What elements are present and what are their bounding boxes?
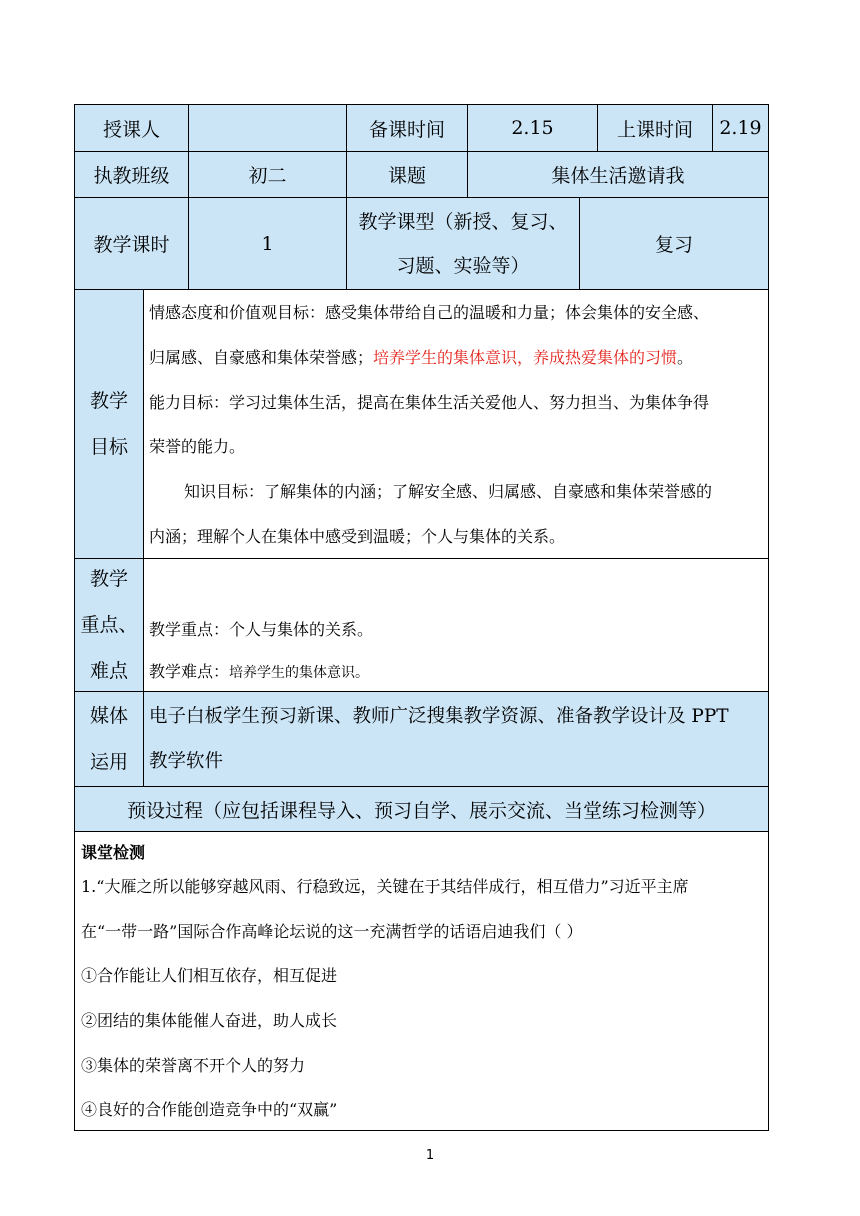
media-line1: 电子白板学生预习新课、教师广泛搜集教学资源、准备教学设计及 PPT [149,706,729,727]
keypoints-content-cell [143,558,769,692]
keypoints-label-line2: 重点、 [80,614,138,636]
keypoints-focus: 教学重点：个人与集体的关系。 [149,620,374,639]
class-label-cell [74,151,189,198]
process-content-cell [74,831,769,1131]
teacher-label: 授课人 [102,118,160,141]
media-label-cell [74,691,144,787]
type-label-cell [346,197,580,290]
process-title-cell [74,786,769,832]
objectives-line4: 荣誉的能力。 [149,437,246,456]
keypoints-difficulty-text: 培养学生的集体意识。 [229,665,370,681]
class-time-label-cell [597,104,713,152]
question1-line2: 在“一带一路”国际合作高峰论坛说的这一充满哲学的话语启迪我们（ ） [81,922,583,941]
hours-label-cell [74,197,189,290]
prep-time-value-cell [467,104,598,152]
class-time-value-cell [712,104,769,152]
hours-value: 1 [261,232,274,255]
media-label-line2: 运用 [89,751,128,773]
objectives-label-cell [74,289,144,559]
media-content-cell [143,691,769,787]
class-time-value: 2.19 [719,117,762,139]
type-value: 复习 [654,234,693,256]
teacher-label-cell [74,104,189,152]
class-value-cell [188,151,347,198]
media-line2: 教学软件 [149,751,224,772]
objectives-line1: 情感态度和价值观目标：感受集体带给自己的温暖和力量；体会集体的安全感、 [149,303,710,322]
topic-label: 课题 [387,165,426,187]
objectives-label-line1: 教学 [89,390,128,412]
keypoints-label-cell [74,558,144,692]
objectives-line2-end: 。 [677,348,694,367]
objectives-line3: 能力目标：学习过集体生活，提高在集体生活关爱他人、努力担当、为集体争得 [149,393,710,412]
objectives-line2 [149,335,693,380]
process-title: 预设过程（应包括课程导入、预习自学、展示交流、当堂练习检测等） [126,799,716,822]
keypoints-difficulty [149,649,369,696]
objectives-line5: 知识目标：了解集体的内涵；了解安全感、归属感、自豪感和集体荣誉感的 [184,482,713,501]
media-label-line1: 媒体 [89,705,128,727]
keypoints-label-line3: 难点 [89,660,128,682]
objectives-label-line2: 目标 [89,436,128,458]
hours-label: 教学课时 [93,234,170,256]
option-4: ④良好的合作能创造竞争中的“双赢” [81,1100,338,1119]
question1-line1: 1.“大雁之所以能够穿越风雨、行稳致远，关键在于其结伴成行，相互借力”习近平主席 [81,877,689,896]
keypoints-difficulty-prefix: 教学难点： [149,662,230,681]
topic-value-cell [467,151,769,198]
prep-time-value: 2.15 [511,117,554,139]
class-label: 执教班级 [93,165,170,187]
option-3: ③集体的荣誉离不开个人的努力 [81,1056,306,1075]
option-2: ②团结的集体能催人奋进，助人成长 [81,1011,338,1030]
hours-value-cell [188,197,347,290]
teacher-value-cell [188,104,347,152]
class-time-label: 上课时间 [616,118,693,141]
keypoints-label-line1: 教学 [89,568,128,590]
type-value-cell [579,197,769,290]
class-value: 初二 [248,165,287,187]
prep-time-label: 备课时间 [368,118,445,141]
section-title: 课堂检测 [81,843,146,862]
topic-value: 集体生活邀请我 [551,165,685,187]
objectives-highlight: 培养学生的集体意识，养成热爱集体的习惯 [373,348,678,367]
objectives-line6: 内涵；理解个人在集体中感受到温暖；个人与集体的关系。 [149,527,566,546]
objectives-content-cell [143,289,769,559]
type-label-line2: 习题、实验等） [396,254,530,277]
topic-label-cell [346,151,468,198]
page-number: 1 [425,1148,435,1163]
type-label-line1: 教学课型（新授、复习、 [358,210,568,233]
objectives-line2-text: 归属感、自豪感和集体荣誉感； [149,348,374,367]
option-1: ①合作能让人们相互依存，相互促进 [81,966,338,985]
prep-time-label-cell [346,104,468,152]
